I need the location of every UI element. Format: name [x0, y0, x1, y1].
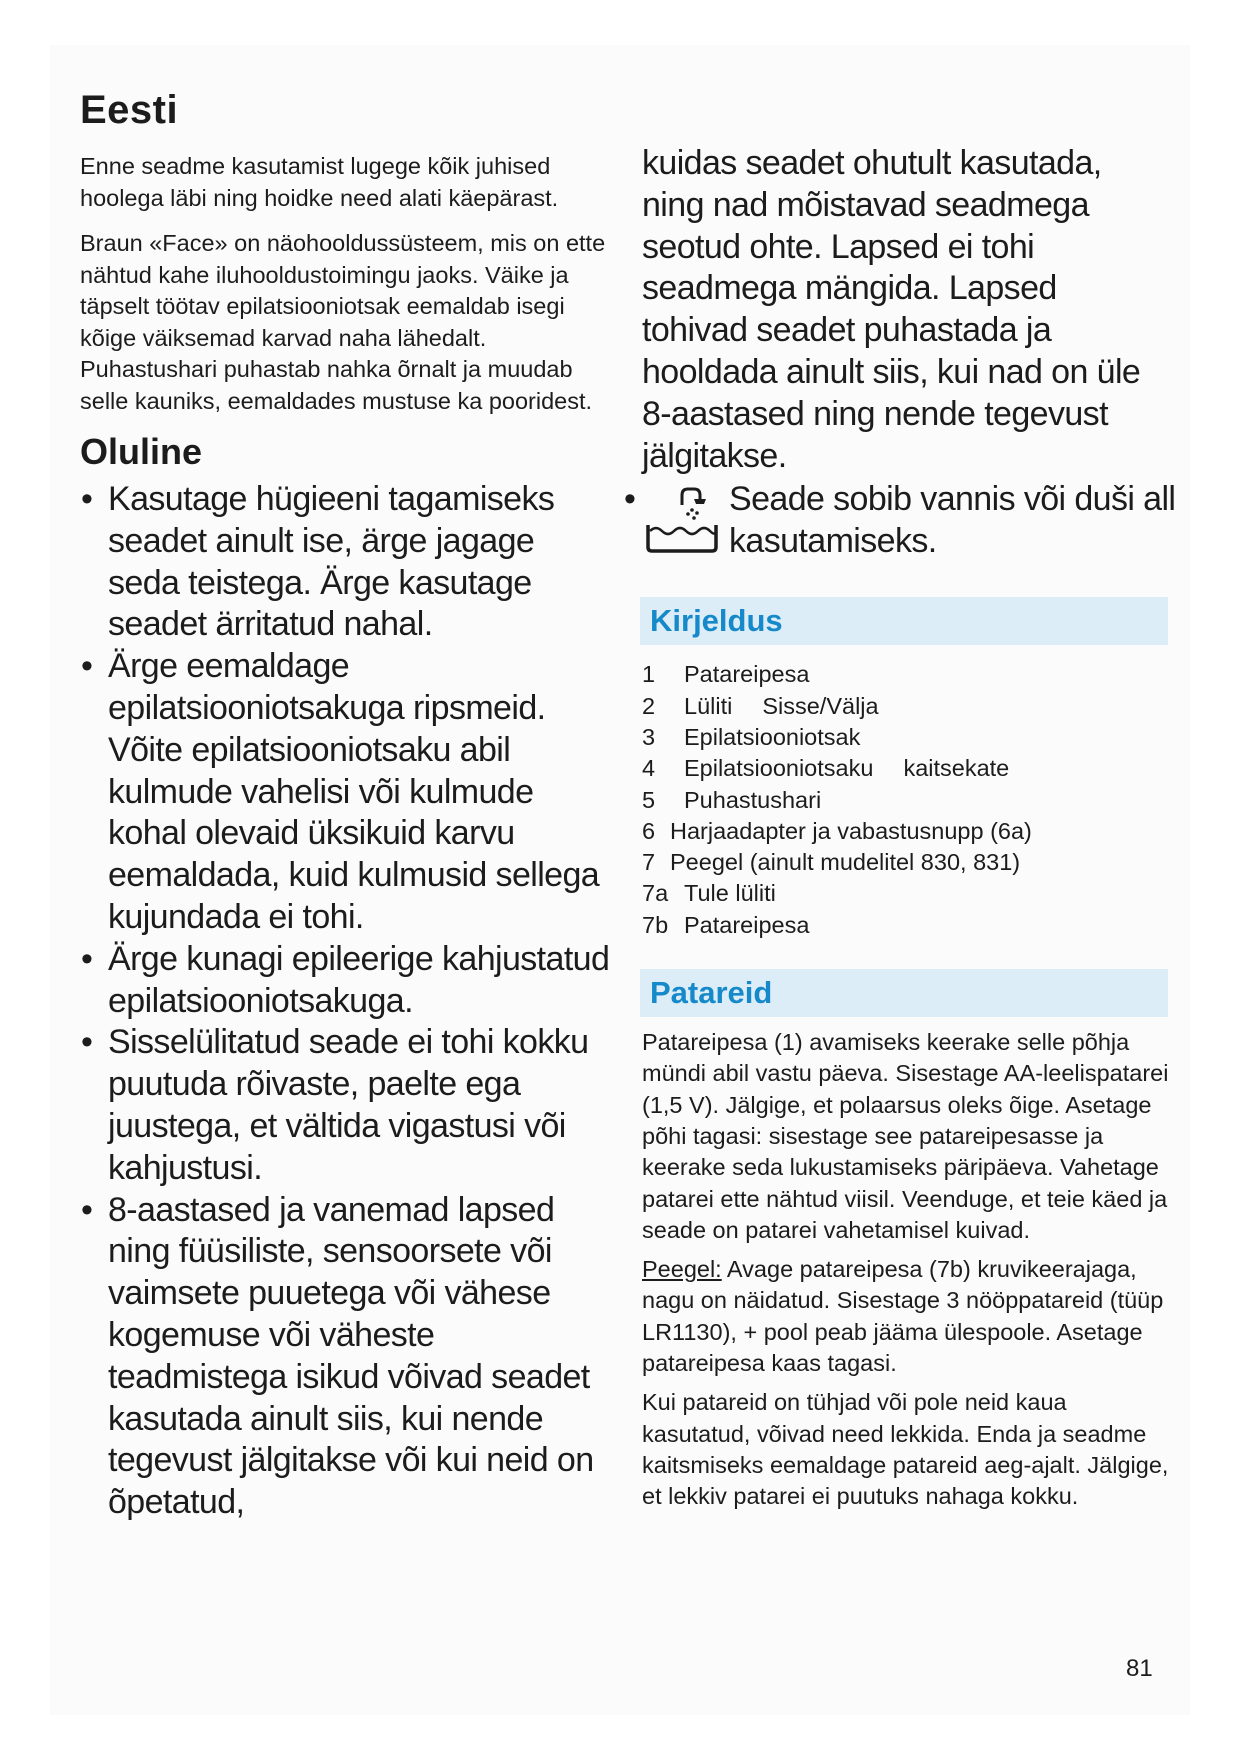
bath-shower-icon	[642, 483, 722, 559]
part-item: 1 Patareipesa	[642, 661, 810, 688]
description-heading: Kirjeldus	[640, 597, 1168, 645]
parts-list	[642, 659, 1170, 941]
part-item: 5 Puhastushari	[642, 786, 822, 813]
intro-paragraph: Enne seadme kasutamist lugege kõik juhised hoolega läbi ning hoidke need alati käepärast.	[80, 153, 559, 211]
mirror-paragraph: Peegel: Avage patareipesa (7b) kruvikeerajaga, nagu on näidatud. Sisestage 3 nööppatareid (tüüp LR1130), + pool peab jääma ülespoole. Asetage patareipesa kaas tagasi.	[642, 1256, 1164, 1377]
batteries-heading: Patareid	[640, 969, 1168, 1017]
bullet-item: • Kasutage hügieeni tagamiseks seadet ainult ise, ärge jagage seda teistega. Ärge kasutage seadet ärritatud nahal.	[80, 479, 610, 646]
part-item: 6 Harjaadapter ja vabastusnupp (6a)	[642, 817, 1032, 844]
part-item: 7b Patareipesa	[642, 911, 810, 938]
bullet-item: • Ärge kunagi epileerige kahjustatud epilatsiooniotsakuga.	[80, 939, 610, 1023]
language-title: Eesti	[80, 88, 179, 132]
important-bullet-list	[80, 479, 610, 1524]
batteries-paragraph: Patareipesa (1) avamiseks keerake selle põhja mündi abil vastu päeva. Sisestage AA-leelispatarei (1,5 V). Jälgige, et polaarsus oleks õige. Asetage põhi tagasi: sisestage see patareipesasse ja keerake seda lukustamiseks päripäeva. Vahetage patarei ette nähtud viisil. Veenduge, et teie käed ja seade on patarei vahetamisel kuivad.	[642, 1029, 1169, 1243]
part-item: 3 Epilatsiooniotsak	[642, 723, 861, 750]
bath-bullet-row	[624, 479, 1176, 571]
part-item: 2 Lüliti Sisse/Välja	[642, 692, 879, 719]
part-item: 7a Tule lüliti	[642, 880, 776, 907]
bullet-item: • Sisselülitatud seade ei tohi kokku puutuda rõivaste, paelte ega juustega, et vältida vigastusi või kahjustusi.	[80, 1022, 610, 1189]
important-title: Oluline	[80, 431, 203, 472]
mirror-label: Peegel:	[642, 1256, 722, 1283]
bath-bullet-text: Seade sobib vannis või duši all kasutamiseks.	[729, 480, 1176, 561]
battery-leak-paragraph: Kui patareid on tühjad või pole neid kaua kasutatud, võivad need lekkida. Enda ja seadme kaitsmiseks eemaldage patareid aeg-ajalt. Jälgige, et lekkiv patarei ei puutuks nahaga kokku.	[642, 1389, 1169, 1510]
bullet-item: • 8-aastased ja vanemad lapsed ning füüsiliste, sensoorsete või vaimsete puuetega või vähese kogemuse või väheste teadmistega isikud võivad seadet kasutada ainult siis, kui nende tegevust jälgitakse või kui neid on õpetatud,	[80, 1190, 610, 1524]
bullet-item: • Ärge eemaldage epilatsiooniotsakuga ripsmeid. Võite epilatsiooniotsaku abil kulmude vahelisi või kulmude kohal olevaid üksikuid karvu eemaldada, kuid kulmusid sellega kujundada ei tohi.	[80, 646, 610, 939]
intro-paragraph: Braun «Face» on näohooldussüsteem, mis on ette nähtud kahe iluhooldustoimingu jaoks. Väike ja täpselt töötav epilatsiooniotsak eemaldab isegi kõige väiksemad karvad naha lähedalt. Puhastushari puhastab nahka õrnalt ja muudab selle kauniks, eemaldades mustuse ka pooridest.	[80, 230, 606, 414]
page-number: 81	[1126, 1655, 1153, 1682]
bullet-dot: •	[624, 480, 636, 519]
right-column	[624, 143, 1176, 1521]
left-column	[80, 85, 610, 1524]
important-continuation: kuidas seadet ohutult kasutada, ning nad mõistavad seadmega seotud ohte. Lapsed ei tohi seadmega mängida. Lapsed tohivad seadet puhastada ja hooldada ainult siis, kui nad on üle 8-aastased ning nende tegevust jälgitakse.	[642, 144, 1141, 475]
part-item: 7 Peegel (ainult mudelitel 830, 831)	[642, 849, 1021, 876]
part-item: 4 Epilatsiooniotsaku kaitsekate	[642, 755, 1010, 782]
